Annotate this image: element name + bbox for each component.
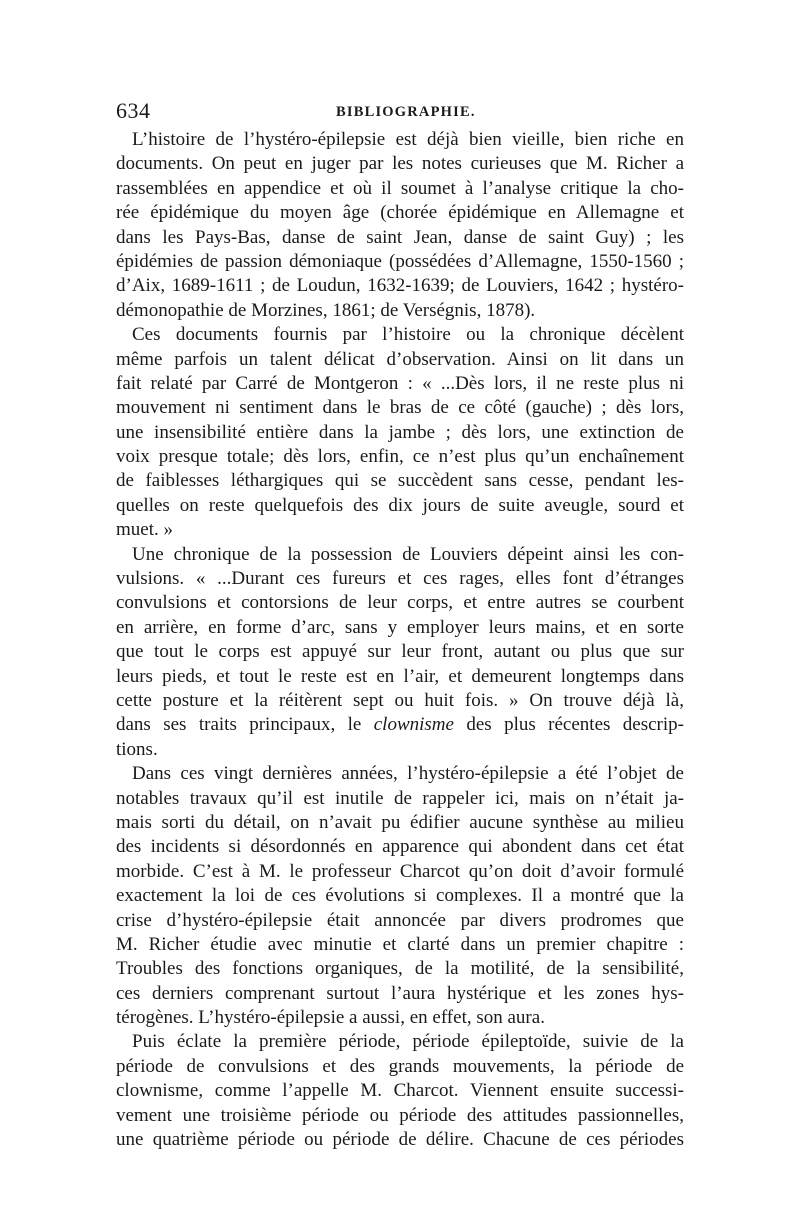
text-line: même parfois un talent délicat d’observation. Ainsi on lit dans un (116, 348, 684, 370)
text-line: d’Aix, 1689-1611 ; de Loudun, 1632-1639; de Louviers, 1642 ; hystéro- (116, 275, 684, 297)
text-line: crise d’hystéro-épilepsie était annoncée par divers prodromes que (116, 909, 684, 931)
paragraph-5 (116, 1030, 684, 1152)
text-line: de faiblesses léthargiques qui se succèdent sans cesse, pendant les- (116, 470, 684, 492)
running-head: BIBLIOGRAPHIE. (336, 104, 476, 120)
text-fragment: des plus récentes descrip- (453, 714, 684, 736)
text-line: fait relaté par Carré de Montgeron : « ...Dès lors, il ne reste plus ni (116, 372, 684, 394)
text-line: Ces documents fournis par l’histoire ou la chronique décèlent (132, 324, 684, 346)
text-line: vulsions. « ...Durant ces fureurs et ces rages, elles font d’étranges (116, 568, 684, 590)
paragraph-1 (116, 128, 684, 323)
paragraph-2 (116, 323, 684, 543)
text-line: démonopathie de Morzines, 1861; de Verségnis, 1878). (116, 299, 536, 321)
text-line: période de convulsions et des grands mouvements, la période de (116, 1055, 684, 1077)
text-line: clownisme, comme l’appelle M. Charcot. Viennent ensuite successi- (116, 1080, 684, 1102)
text-line: Puis éclate la première période, période épileptoïde, suivie de la (132, 1031, 684, 1053)
text-line: en arrière, en forme d’arc, sans y employer leurs mains, et en sorte (116, 616, 684, 638)
body-text (116, 128, 684, 1152)
text-line: Troubles des fonctions organiques, de la motilité, de la sensibilité, (116, 958, 684, 980)
text-line: morbide. C’est à M. le professeur Charcot qu’on doit d’avoir formulé (116, 860, 684, 882)
text-line: quelles on reste quelquefois des dix jours de suite aveugle, sourd et (116, 494, 684, 516)
text-line: que tout le corps est appuyé sur leur front, autant ou plus que sur (116, 641, 684, 663)
paragraph-4 (116, 762, 684, 1030)
text-line: voix presque totale; dès lors, enfin, ce n’est plus qu’un enchaînement (116, 446, 684, 468)
text-line: Une chronique de la possession de Louviers dépeint ainsi les con- (132, 543, 684, 565)
text-line: rée épidémique du moyen âge (chorée épidémique en Allemagne et (116, 202, 684, 224)
text-line: mouvement ni sentiment dans le bras de ce côté (gauche) ; dès lors, (116, 397, 684, 419)
text-line: L’histoire de l’hystéro-épilepsie est déjà bien vieille, bien riche en (132, 129, 684, 150)
text-line: dans les Pays-Bas, danse de saint Jean, danse de saint Guy) ; les (116, 226, 684, 248)
text-line: convulsions et contorsions de leur corps, et entre autres se courbent (116, 592, 684, 614)
text-line: notables travaux qu’il est inutile de rappeler ici, mais on n’était ja- (116, 787, 684, 809)
text-line (116, 713, 684, 737)
text-line: une quatrième période ou période de délire. Chacune de ces périodes (116, 1129, 684, 1151)
text-line: leurs pieds, et tout le reste est en l’air, et demeurent longtemps dans (116, 665, 684, 687)
paragraph-3 (116, 543, 684, 763)
text-line: documents. On peut en juger par les notes curieuses que M. Richer a (116, 153, 684, 175)
text-line: Dans ces vingt dernières années, l’hystéro-épilepsie a été l’objet de (132, 763, 684, 785)
text-line: exactement la loi de ces évolutions si complexes. Il a montré que la (116, 885, 684, 907)
text-line: térogènes. L’hystéro-épilepsie a aussi, en effet, son aura. (116, 1007, 545, 1029)
text-line: tions. (116, 738, 158, 760)
text-line: vement une troisième période ou période des attitudes passionnelles, (116, 1104, 684, 1126)
page-header (116, 98, 696, 128)
text-fragment: dans ses traits principaux, le (116, 714, 374, 736)
text-line: cette posture et la réitèrent sept ou huit fois. » On trouve déjà là, (116, 689, 684, 711)
page-number: 634 (116, 98, 151, 123)
text-line: mais sorti du détail, on n’avait pu édifier aucune synthèse au milieu (116, 811, 684, 833)
text-line: rassemblées en appendice et où il soumet à l’analyse critique la cho- (116, 177, 684, 199)
text-line: M. Richer étudie avec minutie et clarté dans un premier chapitre : (116, 933, 684, 955)
text-line: muet. » (116, 519, 173, 541)
text-line: une insensibilité entière dans la jambe ; dès lors, une extinction de (116, 421, 684, 443)
text-line: ces derniers comprenant surtout l’aura hystérique et les zones hys- (116, 982, 684, 1004)
text-line: épidémies de passion démoniaque (possédées d’Allemagne, 1550-1560 ; (116, 250, 684, 272)
text-line: des incidents si désordonnés en apparence qui abondent dans cet état (116, 836, 684, 858)
italic-term: clownisme (373, 714, 454, 736)
